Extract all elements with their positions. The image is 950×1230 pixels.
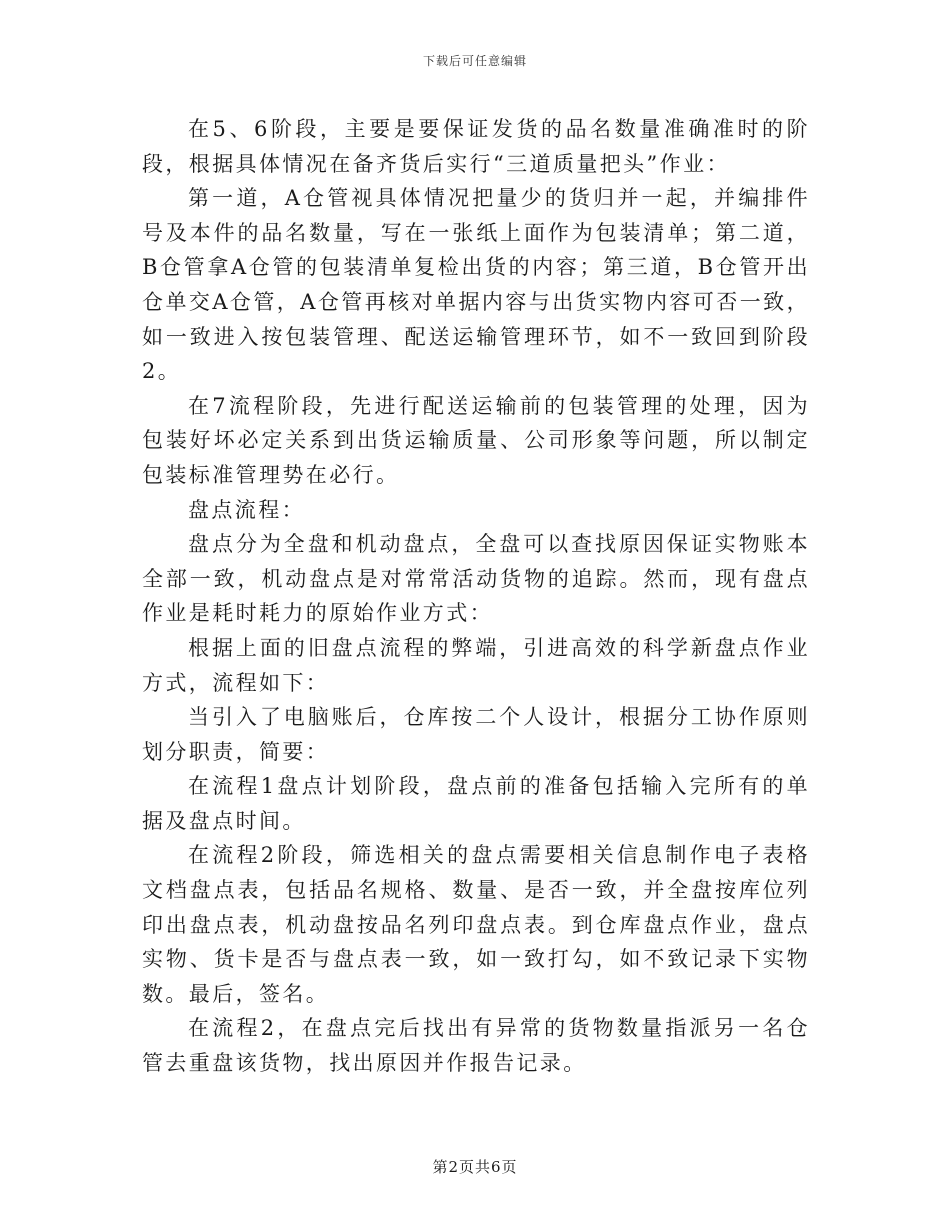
paragraph: 在5、6阶段，主要是要保证发货的品名数量准确准时的阶段，根据具体情况在备齐货后实行“三道质量把头”作业： xyxy=(142,117,810,176)
paragraph: 在流程2，在盘点完后找出有异常的货物数量指派另一名仓管去重盘该货物，找出原因并作报告记录。 xyxy=(142,1016,810,1076)
section-heading: 盘点流程： xyxy=(188,497,305,522)
paragraph: 盘点分为全盘和机动盘点，全盘可以查找原因保证实物账本全部一致，机动盘点是对常常活动货物的追踪。然而，现有盘点作业是耗时耗力的原始作业方式： xyxy=(142,532,810,626)
paragraph: 在7流程阶段，先进行配送运输前的包装管理的处理，因为包装好坏必定关系到出货运输质量、公司形象等问题，所以制定包装标准管理势在必行。 xyxy=(142,393,810,487)
paragraph: 在流程1盘点计划阶段，盘点前的准备包括输入完所有的单据及盘点时间。 xyxy=(142,774,810,833)
header-note: 下载后可任意编辑 xyxy=(422,54,527,68)
paragraph: 根据上面的旧盘点流程的弊端，引进高效的科学新盘点作业方式，流程如下： xyxy=(142,635,810,695)
paragraph: 在流程2阶段，筛选相关的盘点需要相关信息制作电子表格文档盘点表，包括品名规格、数量、是否一致，并全盘按库位列印出盘点表，机动盘按品名列印盘点表。到仓库盘点作业，盘点实物、货卡是否与盘点表一致，如一致打勾，如不致记录下实物数。最后，签名。 xyxy=(142,843,810,1006)
paragraph: 当引入了电脑账后，仓库按二个人设计，根据分工协作原则划分职责，简要： xyxy=(142,705,810,764)
paragraph: 第一道，A仓管视具体情况把量少的货归并一起，并编排件号及本件的品名数量，写在一张纸上面作为包装清单；第二道，B仓管拿A仓管的包装清单复检出货的内容；第三道，B仓管开出仓单交A仓管，A仓管再核对单据内容与出货实物内容可否一致，如一致进入按包装管理、配送运输管理环节，如不一致回到阶段2。 xyxy=(142,186,810,384)
document-body xyxy=(142,112,810,1081)
page-number: 第2页共6页 xyxy=(432,1158,518,1176)
